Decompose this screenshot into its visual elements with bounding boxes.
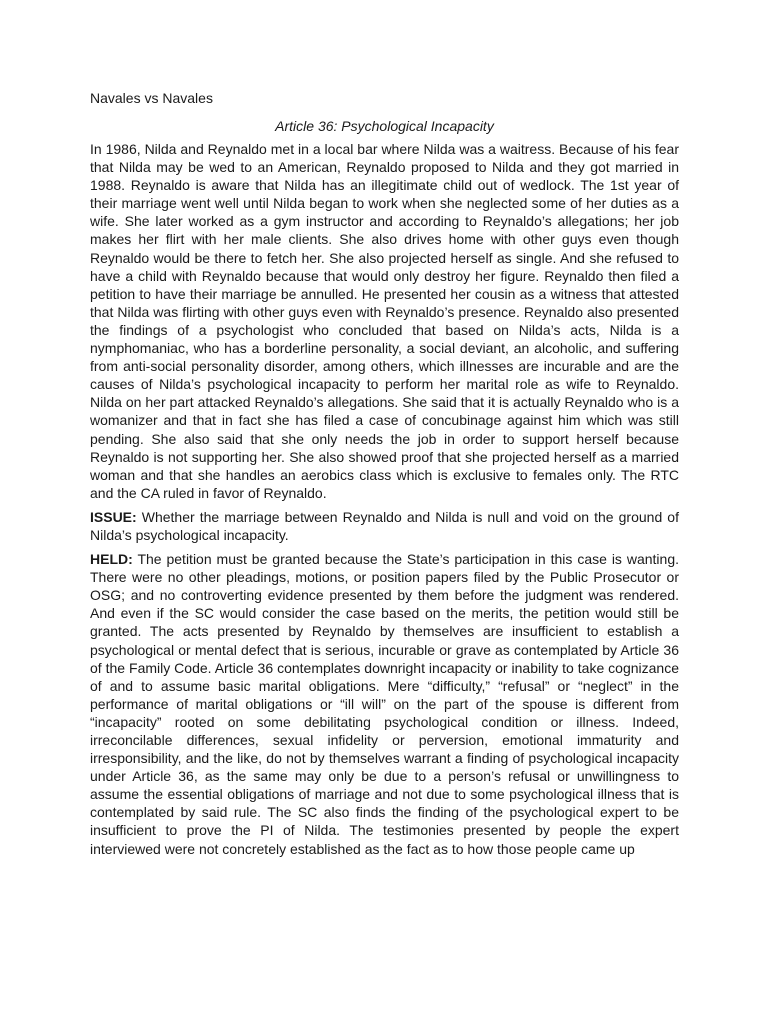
held-paragraph [90, 550, 679, 858]
article-subtitle: Article 36: Psychological Incapacity [275, 118, 494, 134]
case-title: Navales vs Navales [90, 90, 213, 106]
facts-paragraph: In 1986, Nilda and Reynaldo met in a local bar where Nilda was a waitress. Because of his fear that Nilda may be wed to an American, Reynaldo proposed to Nilda and they got married in 1988. Reynaldo is aware that Nilda has an illegitimate child out of wedlock. The 1st year of their marriage went well until Nilda began to work when she neglected some of her duties as a wife. She later worked as a gym instructor and according to Reynaldo’s allegations; her job makes her flirt with her male clients. She also drives home with other guys even though Reynaldo would be there to fetch her. She also projected herself as single. And she refused to have a child with Reynaldo because that would only destroy her figure. Reynaldo then filed a petition to have their marriage be annulled. He presented her cousin as a witness that attested that Nilda was flirting with other guys even with Reynaldo’s presence. Reynaldo also presented the findings of a psychologist who concluded that based on Nilda’s acts, Nilda is a nymphomaniac, who has a borderline personality, a social deviant, an alcoholic, and suffering from anti-social personality disorder, among others, which illnesses are incurable and are the causes of Nilda’s psychological incapacity to perform her marital role as wife to Reynaldo. Nilda on her part attacked Reynaldo’s allegations. She said that it is actually Reynaldo who is a womanizer and that in fact she has filed a case of concubinage against him which was still pending. She also said that she only needs the job in order to support herself because Reynaldo is not supporting her. She also showed proof that she projected herself as a married woman and that she handles an aerobics class which is exclusive to females only. The RTC and the CA ruled in favor of Reynaldo. [90, 141, 679, 501]
issue-label: ISSUE: [90, 508, 137, 525]
issue-text: Whether the marriage between Reynaldo and Nilda is null and void on the ground of Nilda’s psychological incapacity. [90, 508, 679, 543]
issue-paragraph [90, 508, 679, 544]
held-label: HELD: [90, 551, 133, 568]
held-text: The petition must be granted because the State’s participation in this case is wanting. There were no other pleadings, motions, or position papers filed by the Public Prosecutor or OSG; and no controverting evidence presented by them before the judgment was rendered. And even if the SC would consider the case based on the merits, the petition would still be granted. The acts presented by Reynaldo by themselves are insufficient to establish a psychological or mental defect that is serious, incurable or grave as contemplated by Article 36 of the Family Code. Article 36 contemplates downright incapacity or inability to take cognizance of and to assume basic marital obligations. Mere “difficulty,” “refusal” or “neglect” in the performance of marital obligations or “ill will” on the part of the spouse is different from “incapacity” rooted on some debilitating psychological condition or illness. Indeed, irreconcilable differences, sexual infidelity or perversion, emotional immaturity and irresponsibility, and the like, do not by themselves warrant a finding of psychological incapacity under Article 36, as the same may only be due to a person’s refusal or unwillingness to assume the essential obligations of marriage and not due to some psychological illness that is contemplated by said rule. The SC also finds the finding of the psychological expert to be insufficient to prove the PI of Nilda. The testimonies presented by people the expert interviewed were not concretely established as the fact as to how those people came up [90, 551, 679, 857]
document-page [90, 88, 679, 864]
